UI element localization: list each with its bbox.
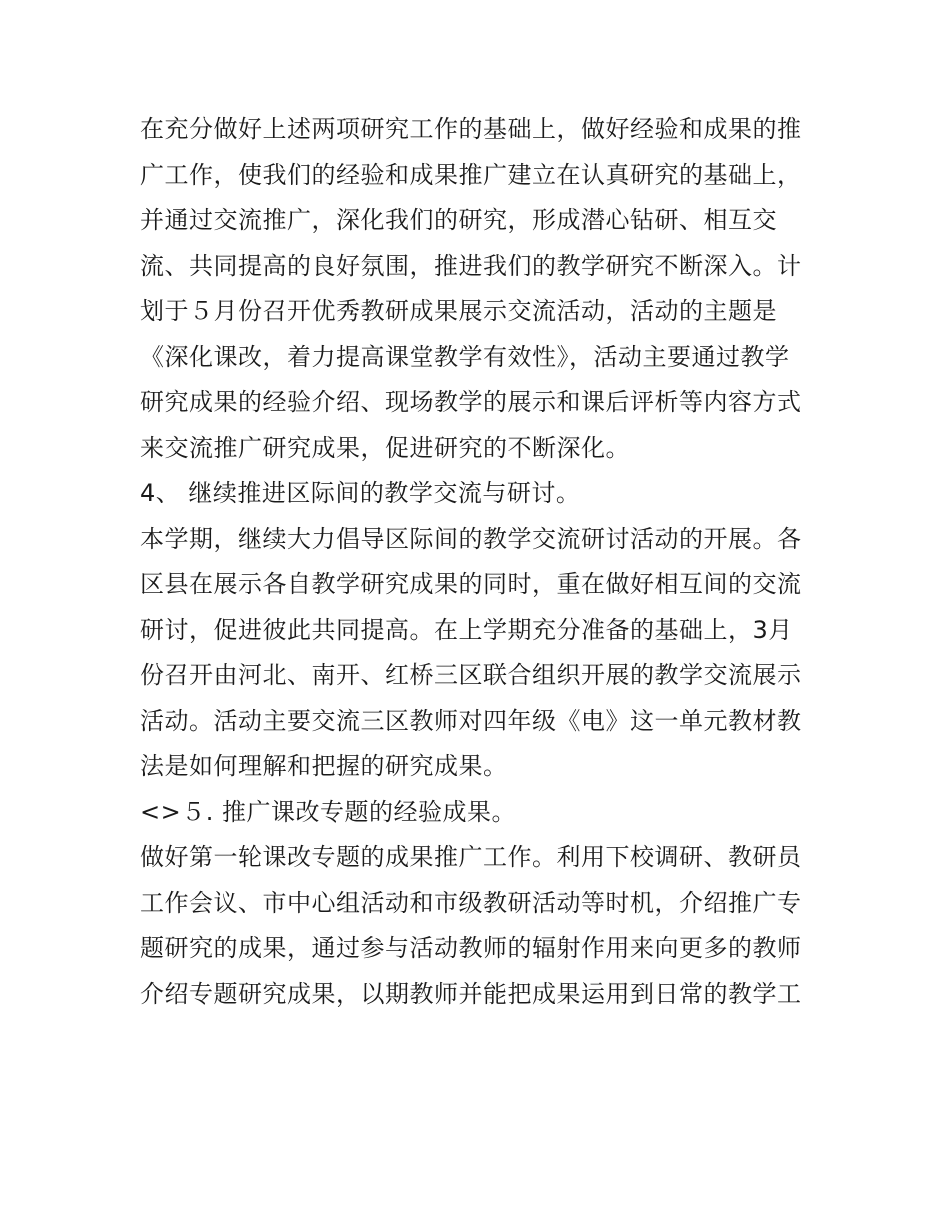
text-line: 区县在展示各自教学研究成果的同时，重在做好相互间的交流 — [140, 570, 802, 598]
text-line: 研讨，促进彼此共同提高。在上学期充分准备的基础上，3月 — [140, 615, 793, 644]
text-line: 在充分做好上述两项研究工作的基础上，做好经验和成果的推 — [140, 115, 802, 143]
section-heading-5: <>５. 推广课改专题的经验成果。 — [140, 797, 516, 826]
text-line: 研究成果的经验介绍、现场教学的展示和课后评析等内容方式 — [140, 388, 802, 416]
text-line: 来交流推广研究成果，促进研究的不断深化。 — [140, 433, 630, 462]
text-line: 《深化课改，着力提高课堂教学有效性》，活动主要通过教学 — [140, 342, 790, 371]
text-line: 法是如何理解和把握的研究成果。 — [140, 752, 508, 780]
text-line: 工作会议、市中心组活动和市级教研活动等时机，介绍推广专 — [140, 888, 802, 917]
text-line: 活动。活动主要交流三区教师对四年级《电》这一单元教材教 — [140, 706, 802, 735]
text-line: 做好第一轮课改专题的成果推广工作。利用下校调研、教研员 — [140, 843, 802, 871]
text-line: 份召开由河北、南开、红桥三区联合组织开展的教学交流展示 — [140, 661, 802, 689]
text-line: 并通过交流推广，深化我们的研究，形成潜心钻研、相互交 — [140, 206, 777, 234]
text-line: 广工作，使我们的经验和成果推广建立在认真研究的基础上， — [140, 160, 802, 189]
text-line: 流、共同提高的良好氛围，推进我们的教学研究不断深入。计 — [140, 251, 802, 280]
text-line: 题研究的成果，通过参与活动教师的辐射作用来向更多的教师 — [140, 934, 802, 962]
text-line: 本学期，继续大力倡导区际间的教学交流研讨活动的开展。各 — [140, 524, 802, 553]
section-heading-4: 4、 继续推进区际间的教学交流与研讨。 — [140, 479, 581, 507]
text-line: 划于５月份召开优秀教研成果展示交流活动，活动的主题是 — [140, 297, 777, 325]
document-body — [140, 107, 820, 1017]
text-line: 介绍专题研究成果，以期教师并能把成果运用到日常的教学工 — [140, 979, 802, 1008]
